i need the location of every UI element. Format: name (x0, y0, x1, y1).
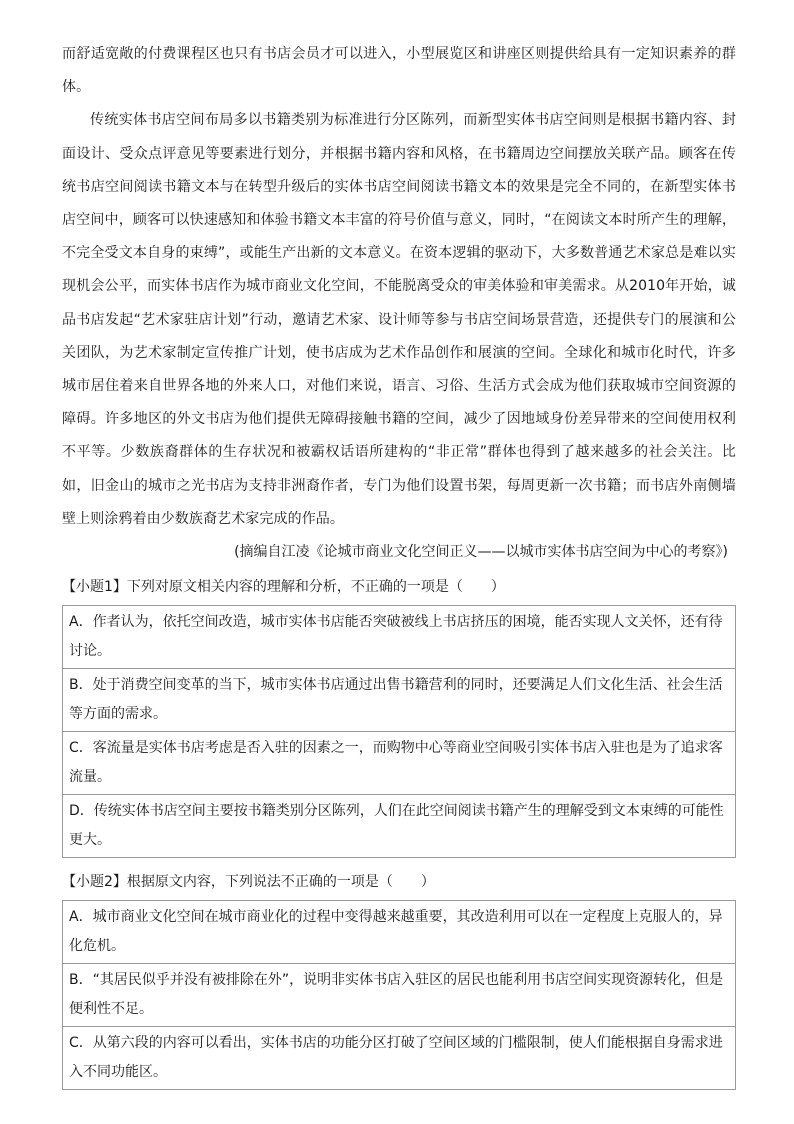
question-1-stem: 【小题1】下列对原文相关内容的理解和分析，不正确的一项是（ ） (62, 579, 505, 596)
question-1-option-c[interactable]: C．客流量是实体书店考虑是否入驻的因素之一，而购物中心等商业空间吸引实体书店入驻也是为了追求客流量。 (62, 732, 736, 795)
question-2-options (62, 900, 736, 1090)
passage-paragraph: 传统实体书店空间布局多以书籍类别为标准进行分区陈列，而新型实体书店空间则是根据书籍内容、封面设计、受众点评意见等要素进行划分，并根据书籍内容和风格，在书籍周边空间摆放关联产品。顾客在传统书店空间阅读书籍文本与在转型升级后的实体书店空间阅读书籍文本的效果是完全不同的，在新型实体书店空间中，顾客可以快速感知和体验书籍文本丰富的符号价值与意义，同时，“在阅读文本时所产生的理解，不完全受文本自身的束缚”，或能生产出新的文本意义。在资本逻辑的驱动下，大多数普通艺术家总是难以实现机会公平，而实体书店作为城市商业文化空间，不能脱离受众的审美体验和审美需求。从2010年开始，诚品书店发起“艺术家驻店计划”行动，邀请艺术家、设计师等参与书店空间场景营造，还提供专门的展演和公关团队，为艺术家制定宣传推广计划，使书店成为艺术作品创作和展演的空间。全球化和城市化时代，许多城市居住着来自世界各地的外来人口，对他们来说，语言、习俗、生活方式会成为他们获取城市空间资源的障碍。许多地区的外文书店为他们提供无障碍接触书籍的空间，减少了因地域身份差异带来的空间使用权利不平等。少数族裔群体的生存状况和被霸权话语所建构的“非正常”群体也得到了越来越多的社会关注。比如，旧金山的城市之光书店为支持非洲裔作者，专门为他们设置书架，每周更新一次书籍；而书店外南侧墙壁上则涂鸦着由少数族裔艺术家完成的作品。 (62, 112, 736, 527)
question-1-option-a[interactable]: A．作者认为，依托空间改造，城市实体书店能否突破被线上书店挤压的困境，能否实现人文关怀，还有待讨论。 (62, 605, 736, 669)
question-1-options (62, 605, 736, 858)
question-2-option-b[interactable]: B．“其居民似乎并没有被排除在外”，说明非实体书店入驻区的居民也能利用书店空间实现资源转化，但是便利性不足。 (62, 964, 736, 1027)
passage-source: (摘编自江凌《论城市商业文化空间正义——以城市实体书店空间为中心的考察》) (234, 544, 728, 561)
question-1-option-d[interactable]: D．传统实体书店空间主要按书籍类别分区陈列，人们在此空间阅读书籍产生的理解受到文本束缚的可能性更大。 (62, 795, 736, 858)
question-1-option-b[interactable]: B．处于消费空间变革的当下，城市实体书店通过出售书籍营利的同时，还要满足人们文化生活、社会生活等方面的需求。 (62, 669, 736, 732)
passage-paragraph-continued: 而舒适宽敞的付费课程区也只有书店会员才可以进入，小型展览区和讲座区则提供给具有一定知识素养的群体。 (62, 46, 736, 96)
question-2-option-a[interactable]: A．城市商业文化空间在城市商业化的过程中变得越来越重要，其改造利用可以在一定程度上克服人的，异化危机。 (62, 900, 736, 964)
document-page (62, 38, 736, 1096)
question-2-stem: 【小题2】根据原文内容，下列说法不正确的一项是（ ） (62, 874, 435, 891)
question-2-option-c[interactable]: C．从第六段的内容可以看出，实体书店的功能分区打破了空间区域的门槛限制，使人们能根据自身需求进入不同功能区。 (62, 1027, 736, 1090)
